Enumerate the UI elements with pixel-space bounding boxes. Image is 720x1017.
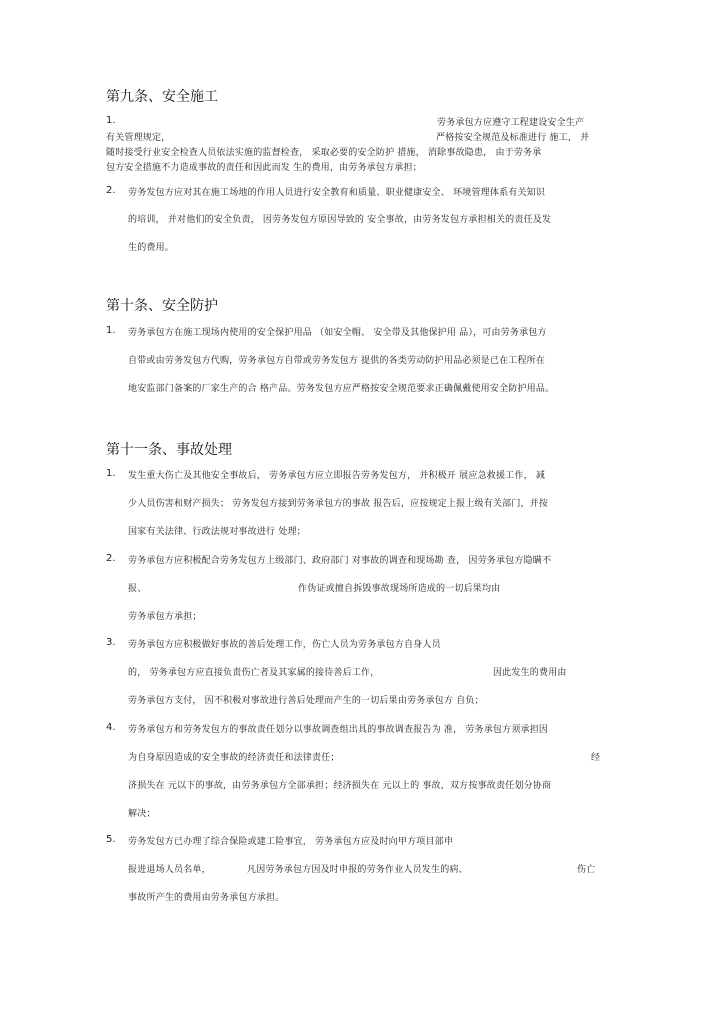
s10-item-1-line-1: 劳务承包方在施工现场内使用的安全保护用品 （如安全帽、 安全带及其他保护用 品），可由劳务承包方 [128, 328, 547, 338]
s11-item-2-line-1: 劳务承包方应积极配合劳务发包方上级部门、政府部门 对事故的调查和现场勘 查， 因劳务承包方隐瞒不 [128, 556, 552, 566]
s11-item-5-line-3: 事故所产生的费用由劳务承包方承担。 [128, 893, 285, 903]
section-10-title: 第十条、安全防护 [106, 298, 218, 314]
s10-item-1-line-3: 地安监部门备案的厂家生产的合 格产品。劳务发包方应严格按安全规范要求正确佩戴使用安全防护用品。 [128, 384, 555, 394]
section-9-title: 第九条、安全施工 [106, 89, 218, 105]
s11-item-4-line-2b: 经 [591, 753, 601, 763]
s11-item-4-line-3: 济损失在 元以下的事故，由劳务承包方全部承担；经济损失在 元以上的 事故，双方按事故责任划分协商 [128, 781, 552, 791]
s11-item-5-number: 5. [106, 834, 116, 845]
s11-item-4-line-4: 解决； [128, 809, 156, 819]
s11-item-1-number: 1. [106, 468, 116, 479]
s11-item-3-number: 3. [106, 637, 116, 648]
s11-item-4-line-2a: 为自身原因造成的安全事故的经济责任和法律责任； [128, 753, 340, 763]
s11-item-1-line-3: 国家有关法律、行政法规对事故进行 处理； [128, 527, 306, 537]
s11-item-2-number: 2. [106, 553, 116, 564]
s9-item-1-line-3: 随时接受行业安全检查人员依法实施的监督检查， 采取必要的安全防护 措施， 消除事故隐患， 由于劳务承 [106, 148, 542, 158]
s11-item-5-line-2c: 伤亡 [577, 865, 596, 875]
s11-item-3-line-2a: 的， 劳务承包方应直接负责伤亡者及其家属的接待善后工作， [128, 668, 380, 678]
s9-item-1-line-4: 包方安全措施不力造成事故的责任和因此而发 生的费用，由劳务承包方承担； [106, 163, 422, 173]
s11-item-5-line-2b: 凡因劳务承包方因及时申报的劳务作业人员发生的病、 [247, 865, 468, 875]
s11-item-3-line-2b: 因此发生的费用由 [493, 668, 567, 678]
s9-item-2-line-3: 生的费用。 [128, 243, 175, 253]
s9-item-1-line-2a: 有关管理规定， [106, 133, 171, 143]
s9-item-2-line-1: 劳务发包方应对其在施工场地的作用人员进行安全教育和质量、职业健康安全、 环境管理体系有关知识 [128, 188, 546, 198]
s11-item-1-line-1: 发生重大伤亡及其他安全事故后， 劳务承包方应立即报告劳务发包方， 并积极开 展应急救援工作， 减 [128, 471, 546, 481]
s9-item-1-line-1: 劳务承包方应遵守工程建设安全生产 [437, 118, 585, 128]
s11-item-2-line-2b: 作伪证或擅自拆毁事故现场所造成的一切后果均由 [298, 584, 501, 594]
s11-item-5-line-1: 劳务发包方已办理了综合保险或建工险事宜， 劳务承包方应及时向甲方项目部申 [128, 837, 454, 847]
s11-item-5-line-2a: 报进退场人员名单， [128, 865, 211, 875]
s11-item-4-line-1: 劳务承包方和劳务发包方的事故责任划分以事故调查组出具的事故调查报告为 准， 劳务承包方须承担因 [128, 725, 549, 735]
s11-item-1-line-2: 少人员伤害和财产损失； 劳务发包方接到劳务承包方的事故 报告后，应按规定上报上级有关部门，并按 [128, 499, 549, 509]
section-11-title: 第十一条、事故处理 [106, 442, 232, 458]
s11-item-3-line-1: 劳务承包方应积极做好事故的善后处理工作，伤亡人员为劳务承包方自身人员 [128, 640, 441, 650]
s9-item-1-line-2b: 严格按安全规范及标准进行 施工， 并 [436, 133, 590, 143]
s11-item-2-line-3: 劳务承包方承担； [128, 612, 202, 622]
s10-item-1-line-2: 自带或由劳务发包方代购，劳务承包方自带或劳务发包方 提供的各类劳动防护用品必须是已在工程所在 [128, 356, 546, 366]
s9-item-1-number: 1. [106, 115, 116, 126]
s10-item-1-number: 1. [106, 325, 116, 336]
s11-item-4-number: 4. [106, 722, 116, 733]
s9-item-2-number: 2. [106, 185, 116, 196]
s11-item-3-line-3: 劳务承包方支付， 因不积极对事故进行善后处理而产生的一切后果由劳务承包方 自负； [128, 696, 484, 706]
s9-item-2-line-2: 的培训， 并对他们的安全负责， 因劳务发包方原因导致的 安全事故，由劳务发包方承担相关的责任及发 [128, 215, 552, 225]
s11-item-2-line-2a: 报、 [128, 584, 147, 594]
